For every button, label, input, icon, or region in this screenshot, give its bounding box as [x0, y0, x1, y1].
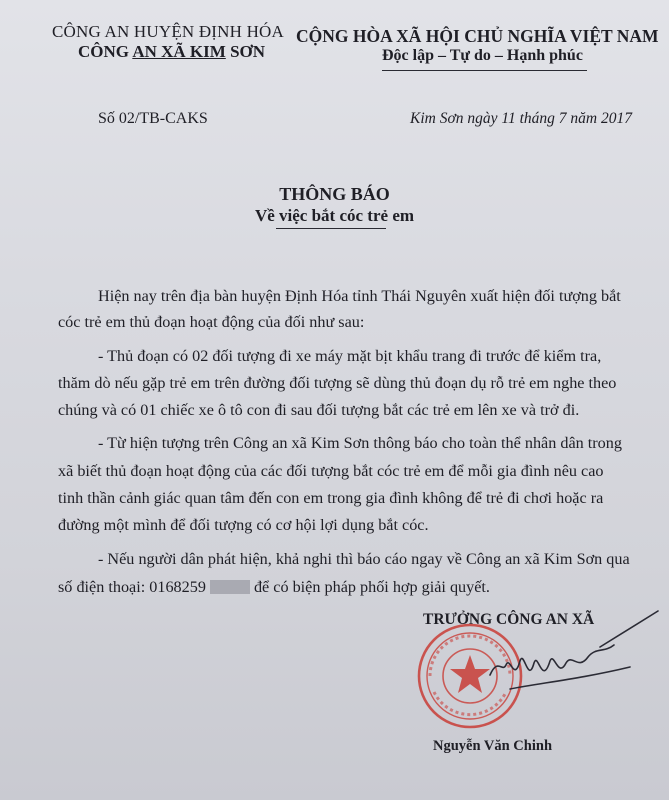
agency-parent: CÔNG AN HUYỆN ĐỊNH HÓA: [52, 22, 284, 41]
phone-suffix: để có biện pháp phối hợp giải quyết.: [253, 578, 490, 596]
document-subtitle: Về việc bắt cóc trẻ em: [254, 206, 415, 225]
signer-title: TRƯỞNG CÔNG AN XÃ: [423, 611, 595, 628]
agency-name-underlined: AN XÃ KIM: [132, 42, 226, 61]
phone-prefix: số điện thoại: 0168259: [58, 578, 206, 596]
body-line: tinh thần cảnh giác quan tâm đến con em trong gia đình không để trẻ đi chơi hoặc ra: [58, 489, 604, 507]
body-line: cóc trẻ em thủ đoạn hoạt động của đối như sau:: [58, 313, 365, 331]
body-line: - Thủ đoạn có 02 đối tượng đi xe máy mặt bịt khẩu trang đi trước để kiểm tra,: [98, 347, 602, 365]
agency-name-suffix: SƠN: [225, 42, 266, 61]
signer-name: Nguyễn Văn Chinh: [433, 738, 553, 754]
national-motto: Độc lập – Tự do – Hạnh phúc: [382, 47, 583, 64]
national-title: CỘNG HÒA XÃ HỘI CHỦ NGHĨA VIỆT NAM: [296, 26, 659, 46]
phone-redaction: [210, 580, 250, 594]
body-line: chúng và có 01 chiếc xe ô tô con đi sau đối tượng bắt các trẻ em lên xe và trở đi.: [58, 401, 580, 419]
body-line: thăm dò nếu gặp trẻ em trên đường đối tượng sẽ dùng thủ đoạn dụ rỗ trẻ em nghe theo: [58, 374, 617, 392]
body-line: Hiện nay trên địa bàn huyện Định Hóa tỉnh Thái Nguyên xuất hiện đối tượng bắt: [98, 287, 621, 305]
body-line: đường một mình để đối tượng có cơ hội lợi dụng bắt cóc.: [58, 516, 429, 534]
agency-name-prefix: CÔNG: [78, 42, 133, 61]
body-line: xã biết thủ đoạn hoạt động của các đối tượng bắt cóc trẻ em để mỗi gia đình nêu cao: [58, 462, 604, 480]
document-title: THÔNG BÁO: [279, 184, 390, 204]
body-line: - Từ hiện tượng trên Công an xã Kim Sơn thông báo cho toàn thể nhân dân trong: [98, 434, 622, 452]
body-line: - Nếu người dân phát hiện, khả nghi thì báo cáo ngay về Công an xã Kim Sơn qua: [98, 550, 630, 568]
place-date: Kim Sơn ngày 11 tháng 7 năm 2017: [410, 110, 632, 127]
body-line-phone: [58, 578, 490, 597]
document-number: Số 02/TB-CAKS: [98, 110, 208, 127]
handwritten-signature: [480, 605, 660, 715]
